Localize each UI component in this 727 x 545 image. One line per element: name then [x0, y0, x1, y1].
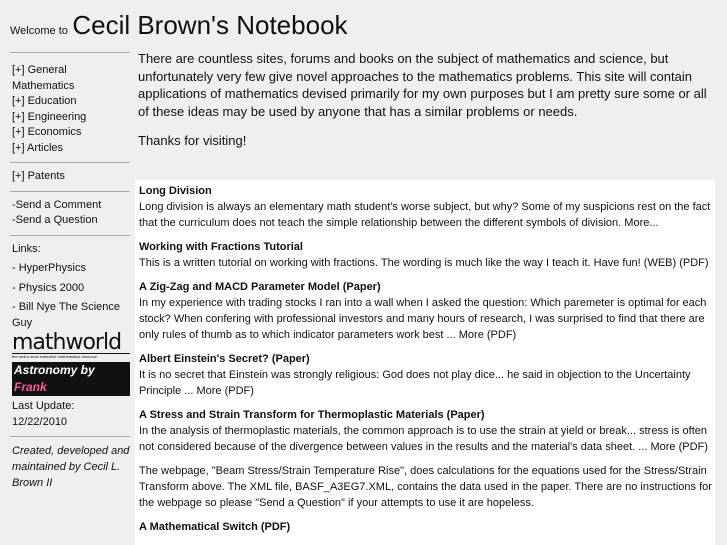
article-title[interactable]: A Stress and Strain Transform for Thermoplastic Materials (Paper): [139, 409, 485, 421]
links-label: Links:: [12, 242, 41, 255]
article-item: [139, 519, 715, 535]
article-title[interactable]: Albert Einstein's Secret? (Paper): [139, 353, 310, 365]
articles-list: [135, 180, 715, 545]
article-body: Long division is always an elementary math student's worse subject, but why? Some of my suspicions rest on the fact that the curriculum does not teach the simple relationship between the different symbols of division. More...: [139, 201, 711, 229]
divider: [10, 436, 130, 437]
last-update-label: Last Update:: [12, 400, 75, 412]
last-update-date: 12/22/2010: [12, 415, 68, 428]
nav-patents[interactable]: [+] Patents: [12, 170, 65, 182]
article-body: It is no secret that Einstein was strongly religious: God does not play dice... he said in objection to the Uncertainty Principle ... More (PDF): [139, 369, 691, 397]
nav-general-mathematics[interactable]: [+] General Mathematics: [12, 64, 75, 92]
astronomy-logo-text: Astronomy by: [14, 363, 95, 377]
article-title[interactable]: Long Division: [139, 185, 212, 197]
divider: [10, 162, 130, 163]
link-bill-nye[interactable]: - Bill Nye The Science Guy: [12, 301, 121, 329]
divider: [10, 191, 130, 192]
article-body: This is a written tutorial on working with fractions. The wording is much like the way I teach it. Have fun! (WEB) (PDF): [139, 257, 709, 269]
welcome-text: Welcome to: [10, 25, 68, 37]
credits: Created, developed and maintained by Cecil L. Brown II: [12, 445, 130, 489]
article-body: In my experience with trading stocks I ran into a wall when I asked the question: Which paremeter is optimal for each stock? When confering with professional investors and many hours of research, I was surprised to find that there are only rules of thumb as to which indicator parameters work best ... More (PDF): [139, 297, 707, 341]
mathworld-logo-text: mathworld: [12, 330, 122, 355]
article-item: [139, 279, 715, 343]
divider: [10, 52, 130, 53]
divider: [10, 235, 130, 236]
link-physics-2000[interactable]: - Physics 2000: [12, 281, 85, 294]
nav-articles[interactable]: [+] Articles: [12, 141, 64, 154]
send-comment-link[interactable]: -Send a Comment: [12, 198, 102, 211]
mathworld-tagline: the web's most extensive mathematics resource: [12, 353, 130, 359]
thanks-text: Thanks for visiting!: [138, 133, 247, 148]
article-body: In the analysis of thermoplastic materials, the common approach is to use the strain at yield or break... stress is often not considered because of the divergence between values in the results and the material's data sheet. ... More (PDF): [139, 425, 708, 453]
intro: [138, 50, 713, 162]
article-title[interactable]: A Mathematical Switch (PDF): [139, 521, 291, 533]
intro-paragraph: There are countless sites, forums and books on the subject of mathematics and science, but unfortunately very few give novel approaches to the mathematics problems. This site will contain applications of mathematics devised primarily for my own purposes but I am pretty sure some or all of these ideas may be used by anyone that has a similar problems or needs.: [138, 51, 707, 119]
article-body: The webpage, "Beam Stress/Strain Temperature Rise", does calculations for the equations used for the Stress/Strain Transform above. The XML file, BASF_A3EG7.XML, contains the data used in the paper. There are no instructions for the webpage so please "Send a Question" if your attempts to use it are hopeless.: [139, 465, 712, 509]
nav-engineering[interactable]: [+] Engineering: [12, 110, 87, 123]
astronomy-by-frank-logo[interactable]: [12, 362, 130, 396]
mathworld-logo[interactable]: [12, 330, 130, 359]
send-question-link[interactable]: -Send a Question: [12, 214, 98, 226]
site-header: [10, 10, 348, 41]
article-item: [139, 239, 715, 271]
nav-economics[interactable]: [+] Economics: [12, 126, 82, 138]
article-title[interactable]: Working with Fractions Tutorial: [139, 241, 303, 253]
article-item: [139, 351, 715, 399]
article-note: [139, 463, 715, 511]
link-hyperphysics[interactable]: - HyperPhysics: [12, 262, 86, 274]
sidebar: [12, 52, 130, 491]
article-item: [139, 407, 715, 455]
site-title: Cecil Brown's Notebook: [72, 10, 348, 40]
nav-education[interactable]: [+] Education: [12, 95, 77, 107]
frank-logo-text: Frank: [14, 380, 47, 394]
article-title[interactable]: A Zig-Zag and MACD Parameter Model (Paper): [139, 281, 381, 293]
article-item: [139, 183, 715, 231]
